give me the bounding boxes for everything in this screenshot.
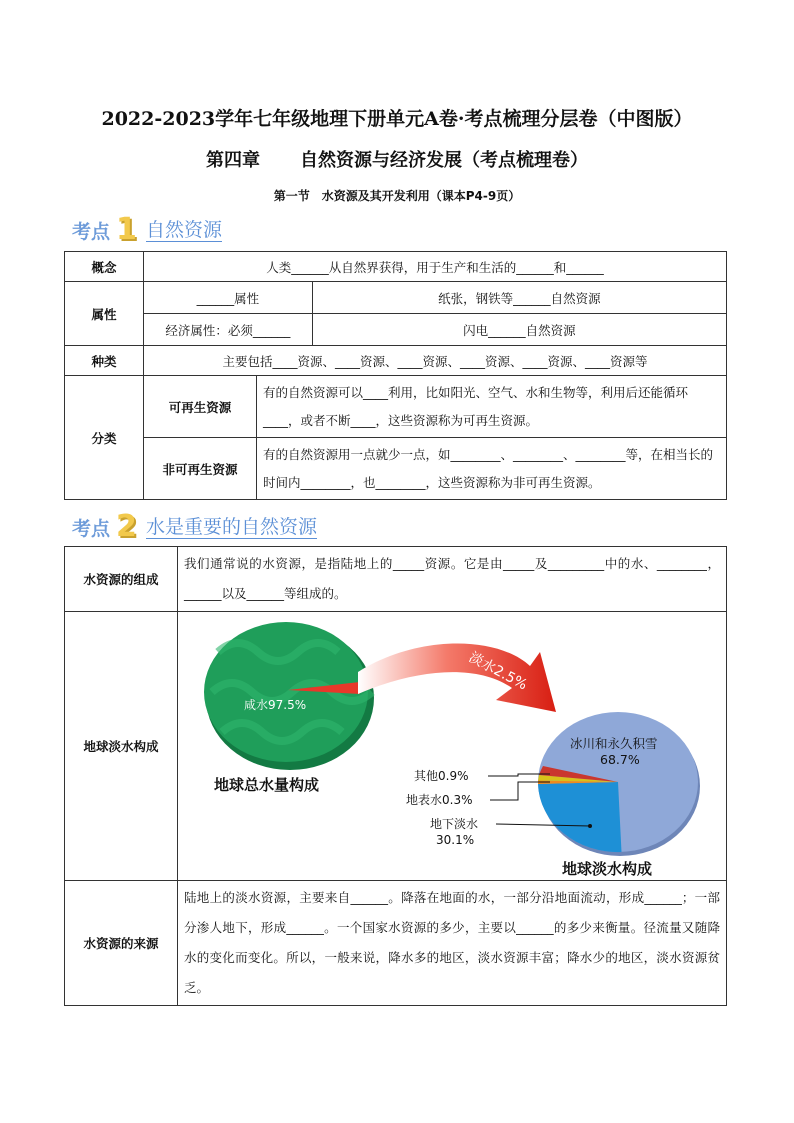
- nonrenewable-header: 非可再生资源: [144, 438, 257, 500]
- attr-paper-cell: 纸张，钢铁等______自然资源: [312, 282, 726, 314]
- freshwater-pie: [538, 712, 700, 856]
- kind-cell: 主要包括____资源、____资源、____资源、____资源、____资源、____资源等: [144, 346, 727, 376]
- other-label: 其他0.9%: [414, 769, 469, 783]
- document-title: 2022-2023学年七年级地理下册单元A卷·考点梳理分层卷（中图版）: [101, 108, 693, 130]
- glacier-label: 冰川和永久积雪: [570, 736, 658, 751]
- composition-cell: 我们通常说的水资源，是指陆地上的_____资源。它是由_____及_________中的水、________，______以及______等组成的。: [178, 547, 727, 612]
- chapter-heading: [0, 146, 794, 172]
- class-header: 分类: [65, 376, 144, 500]
- kaodian-title: 自然资源: [146, 218, 223, 241]
- attr-lightning-cell: 闪电______自然资源: [312, 314, 726, 346]
- source-cell: 陆地上的淡水资源，主要来自______。降落在地面的水，一部分沿地面流动，形成______；一部分渗人地下，形成______。一个国家水资源的多少，主要以______的多少来衡量。径流量又随降水的变化而变化。所以，一般来说，降水多的地区，淡水资源丰富；降水少的地区，淡水资源贫乏。: [178, 881, 727, 1006]
- attr-economic-cell: 经济属性：必须______: [144, 314, 313, 346]
- kaodian-2-heading: [72, 510, 317, 544]
- kaodian-label: 考点: [72, 517, 111, 540]
- surface-label: 地表水0.3%: [406, 793, 473, 807]
- freshwater-arrow-icon: [358, 643, 556, 712]
- kaodian-label: 考点: [72, 220, 111, 243]
- attr-natural-cell: ______属性: [144, 282, 313, 314]
- renewable-cell: 有的自然资源可以____利用，比如阳光、空气、水和生物等，利用后还能循环____，或者不断____，这些资源称为可再生资源。: [257, 376, 727, 438]
- kaodian-number: 2: [116, 509, 137, 544]
- water-resource-table: [64, 546, 727, 1006]
- left-caption: 地球总水量构成: [214, 776, 320, 794]
- groundwater-label: 地下淡水: [430, 817, 479, 831]
- kaodian-number: 1: [116, 212, 137, 247]
- freshwater-figure-cell: [178, 612, 727, 881]
- total-water-globe: [204, 622, 374, 770]
- water-composition-figure: [178, 612, 726, 880]
- nonrenewable-cell: 有的自然资源用一点就少一点，如________、________、________等，在相当长的时间内________，也________，这些资源称为非可再生资源。: [257, 438, 727, 500]
- right-caption: 地球淡水构成: [562, 860, 653, 878]
- concept-cell: 人类______从自然界获得，用于生产和生活的______和______: [144, 252, 727, 282]
- chapter-title: 自然资源与经济发展（考点梳理卷）: [300, 150, 588, 171]
- attr-header: 属性: [65, 282, 144, 346]
- salt-water-label: 咸水97.5%: [244, 698, 307, 712]
- concept-header: 概念: [65, 252, 144, 282]
- number-badge-icon: [116, 511, 138, 543]
- natural-resource-table: [64, 251, 727, 500]
- chapter-number: 第四章: [206, 150, 260, 171]
- source-header: 水资源的来源: [65, 881, 178, 1006]
- composition-header: 水资源的组成: [65, 547, 178, 612]
- arrow-label: 淡水2.5%: [466, 649, 530, 694]
- kind-header: 种类: [65, 346, 144, 376]
- section-heading: 第一节 水资源及其开发利用（课本P4-9页）: [273, 189, 521, 203]
- kaodian-1-heading: [72, 213, 222, 247]
- groundwater-value: 30.1%: [436, 833, 475, 847]
- glacier-value: 68.7%: [600, 752, 640, 767]
- groundwater-slice: [538, 782, 622, 852]
- freshwater-header: 地球淡水构成: [65, 612, 178, 881]
- renewable-header: 可再生资源: [144, 376, 257, 438]
- number-badge-icon: [116, 214, 138, 246]
- kaodian-title: 水是重要的自然资源: [146, 515, 318, 538]
